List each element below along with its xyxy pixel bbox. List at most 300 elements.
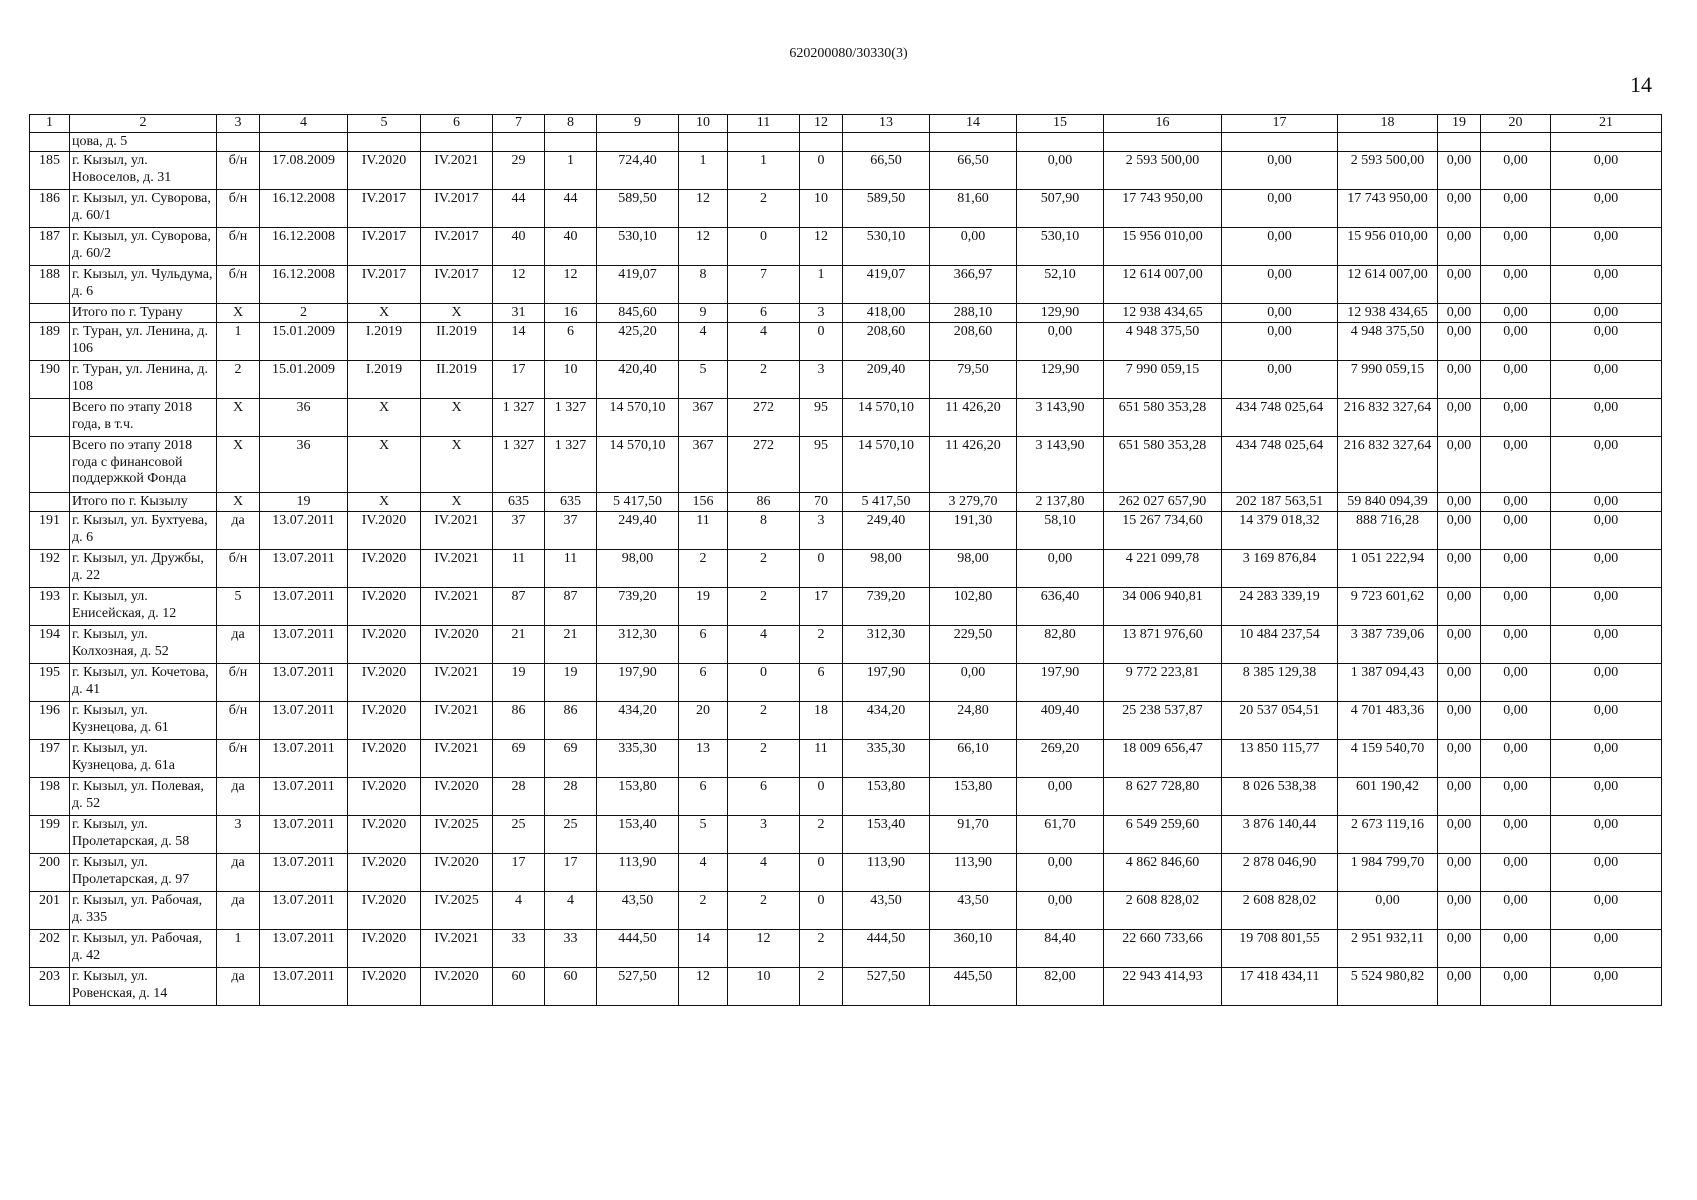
cell-col-7: 635 — [493, 493, 545, 512]
cell-col-13: 153,80 — [843, 778, 930, 816]
cell-col-11: 8 — [728, 512, 800, 550]
cell-col-14: 11 426,20 — [930, 437, 1017, 493]
cell-col-21: 0,00 — [1551, 550, 1662, 588]
cell-col-10: 6 — [679, 664, 728, 702]
cell-col-15: 0,00 — [1017, 323, 1104, 361]
cell-col-12: 12 — [800, 228, 843, 266]
cell-col-11: 4 — [728, 854, 800, 892]
cell-col-20: 0,00 — [1481, 399, 1551, 437]
cell-col-1 — [30, 304, 70, 323]
cell-col-21: 0,00 — [1551, 854, 1662, 892]
table-row — [30, 512, 1662, 550]
column-number-17: 17 — [1222, 115, 1338, 133]
cell-col-17: 2 608 828,02 — [1222, 892, 1338, 930]
cell-col-2: г. Туран, ул. Ленина, д. 106 — [70, 323, 217, 361]
cell-col-2: г. Кызыл, ул. Рабочая, д. 42 — [70, 930, 217, 968]
cell-col-6: II.2019 — [421, 361, 493, 399]
table-row — [30, 228, 1662, 266]
cell-col-18: 4 948 375,50 — [1338, 323, 1438, 361]
cell-col-3: б/н — [217, 740, 260, 778]
cell-col-20: 0,00 — [1481, 190, 1551, 228]
cell-col-2: г. Кызыл, ул. Полевая, д. 52 — [70, 778, 217, 816]
cell-col-19 — [1438, 133, 1481, 152]
cell-col-12: 0 — [800, 854, 843, 892]
cell-col-10: 5 — [679, 361, 728, 399]
cell-col-6: IV.2020 — [421, 968, 493, 1006]
cell-col-14: 79,50 — [930, 361, 1017, 399]
cell-col-2: г. Кызыл, ул. Пролетарская, д. 97 — [70, 854, 217, 892]
cell-col-17: 8 385 129,38 — [1222, 664, 1338, 702]
cell-col-14: 208,60 — [930, 323, 1017, 361]
cell-col-16: 15 267 734,60 — [1104, 512, 1222, 550]
cell-col-18: 0,00 — [1338, 892, 1438, 930]
cell-col-20 — [1481, 133, 1551, 152]
cell-col-9: 113,90 — [597, 854, 679, 892]
table-row — [30, 190, 1662, 228]
cell-col-13: 153,40 — [843, 816, 930, 854]
cell-col-19: 0,00 — [1438, 550, 1481, 588]
cell-col-9: 420,40 — [597, 361, 679, 399]
cell-col-2: г. Кызыл, ул. Кочетова, д. 41 — [70, 664, 217, 702]
cell-col-6: IV.2017 — [421, 266, 493, 304]
cell-col-12: 10 — [800, 190, 843, 228]
table-row — [30, 968, 1662, 1006]
column-number-21: 21 — [1551, 115, 1662, 133]
page-number: 14 — [1630, 72, 1652, 97]
document-code: 620200080/30330(3) — [789, 46, 908, 61]
cell-col-2: г. Кызыл, ул. Чульдума, д. 6 — [70, 266, 217, 304]
cell-col-17: 0,00 — [1222, 190, 1338, 228]
cell-col-19: 0,00 — [1438, 892, 1481, 930]
cell-col-17: 2 878 046,90 — [1222, 854, 1338, 892]
cell-col-16: 2 593 500,00 — [1104, 152, 1222, 190]
cell-col-1: 195 — [30, 664, 70, 702]
cell-col-15: 269,20 — [1017, 740, 1104, 778]
cell-col-17: 0,00 — [1222, 152, 1338, 190]
cell-col-21: 0,00 — [1551, 968, 1662, 1006]
cell-col-15: 2 137,80 — [1017, 493, 1104, 512]
cell-col-13: 197,90 — [843, 664, 930, 702]
cell-col-11: 1 — [728, 152, 800, 190]
column-number-8: 8 — [545, 115, 597, 133]
cell-col-17: 0,00 — [1222, 323, 1338, 361]
cell-col-15: 129,90 — [1017, 361, 1104, 399]
table-row — [30, 854, 1662, 892]
cell-col-11: 0 — [728, 664, 800, 702]
cell-col-20: 0,00 — [1481, 493, 1551, 512]
cell-col-10: 367 — [679, 437, 728, 493]
cell-col-10: 14 — [679, 930, 728, 968]
cell-col-5: IV.2020 — [348, 740, 421, 778]
cell-col-7: 28 — [493, 778, 545, 816]
column-number-4: 4 — [260, 115, 348, 133]
cell-col-19: 0,00 — [1438, 512, 1481, 550]
cell-col-12: 2 — [800, 816, 843, 854]
cell-col-16 — [1104, 133, 1222, 152]
cell-col-14: 81,60 — [930, 190, 1017, 228]
cell-col-8: 33 — [545, 930, 597, 968]
table-row — [30, 626, 1662, 664]
cell-col-10: 12 — [679, 190, 728, 228]
cell-col-7: 19 — [493, 664, 545, 702]
cell-col-8: 4 — [545, 892, 597, 930]
cell-col-19: 0,00 — [1438, 266, 1481, 304]
cell-col-21: 0,00 — [1551, 892, 1662, 930]
cell-col-18: 1 051 222,94 — [1338, 550, 1438, 588]
cell-col-1: 198 — [30, 778, 70, 816]
cell-col-9: 14 570,10 — [597, 437, 679, 493]
cell-col-8: 11 — [545, 550, 597, 588]
cell-col-2: г. Кызыл, ул. Ровенская, д. 14 — [70, 968, 217, 1006]
cell-col-21: 0,00 — [1551, 626, 1662, 664]
cell-col-9: 739,20 — [597, 588, 679, 626]
cell-col-19: 0,00 — [1438, 588, 1481, 626]
cell-col-11: 4 — [728, 323, 800, 361]
cell-col-16: 4 862 846,60 — [1104, 854, 1222, 892]
cell-col-11: 2 — [728, 588, 800, 626]
cell-col-17: 10 484 237,54 — [1222, 626, 1338, 664]
cell-col-10: 8 — [679, 266, 728, 304]
cell-col-21: 0,00 — [1551, 437, 1662, 493]
cell-col-10: 19 — [679, 588, 728, 626]
cell-col-3: 3 — [217, 816, 260, 854]
cell-col-5: IV.2020 — [348, 702, 421, 740]
cell-col-5: IV.2020 — [348, 152, 421, 190]
cell-col-7: 11 — [493, 550, 545, 588]
cell-col-17: 0,00 — [1222, 266, 1338, 304]
cell-col-3 — [217, 133, 260, 152]
cell-col-13: 527,50 — [843, 968, 930, 1006]
cell-col-15: 409,40 — [1017, 702, 1104, 740]
cell-col-9: 419,07 — [597, 266, 679, 304]
cell-col-14: 0,00 — [930, 664, 1017, 702]
cell-col-18: 5 524 980,82 — [1338, 968, 1438, 1006]
cell-col-19: 0,00 — [1438, 399, 1481, 437]
table-row — [30, 437, 1662, 493]
column-number-6: 6 — [421, 115, 493, 133]
cell-col-21: 0,00 — [1551, 228, 1662, 266]
cell-col-14: 445,50 — [930, 968, 1017, 1006]
cell-col-7: 4 — [493, 892, 545, 930]
cell-col-4: 15.01.2009 — [260, 323, 348, 361]
cell-col-15: 197,90 — [1017, 664, 1104, 702]
cell-col-17: 0,00 — [1222, 361, 1338, 399]
cell-col-8: 86 — [545, 702, 597, 740]
cell-col-13: 14 570,10 — [843, 399, 930, 437]
cell-col-9: 153,40 — [597, 816, 679, 854]
cell-col-17: 14 379 018,32 — [1222, 512, 1338, 550]
cell-col-3: 5 — [217, 588, 260, 626]
cell-col-4: 13.07.2011 — [260, 588, 348, 626]
column-number-18: 18 — [1338, 115, 1438, 133]
cell-col-14: 0,00 — [930, 228, 1017, 266]
cell-col-1: 197 — [30, 740, 70, 778]
cell-col-2: г. Кызыл, ул. Рабочая, д. 335 — [70, 892, 217, 930]
cell-col-15: 0,00 — [1017, 152, 1104, 190]
cell-col-1: 187 — [30, 228, 70, 266]
cell-col-4: 16.12.2008 — [260, 266, 348, 304]
cell-col-17: 0,00 — [1222, 304, 1338, 323]
cell-col-9 — [597, 133, 679, 152]
cell-col-1: 185 — [30, 152, 70, 190]
cell-col-17 — [1222, 133, 1338, 152]
cell-col-18: 2 673 119,16 — [1338, 816, 1438, 854]
cell-col-16: 7 990 059,15 — [1104, 361, 1222, 399]
cell-col-8: 19 — [545, 664, 597, 702]
cell-col-1: 188 — [30, 266, 70, 304]
cell-col-8: 69 — [545, 740, 597, 778]
cell-col-5: IV.2017 — [348, 228, 421, 266]
cell-col-7: 60 — [493, 968, 545, 1006]
table-row — [30, 702, 1662, 740]
cell-col-4: 36 — [260, 437, 348, 493]
cell-col-15: 0,00 — [1017, 892, 1104, 930]
cell-col-11: 6 — [728, 304, 800, 323]
cell-col-6: IV.2020 — [421, 778, 493, 816]
cell-col-5: X — [348, 493, 421, 512]
cell-col-1: 200 — [30, 854, 70, 892]
cell-col-18: 17 743 950,00 — [1338, 190, 1438, 228]
cell-col-4 — [260, 133, 348, 152]
column-number-13: 13 — [843, 115, 930, 133]
cell-col-2: г. Кызыл, ул. Суворова, д. 60/2 — [70, 228, 217, 266]
cell-col-14: 43,50 — [930, 892, 1017, 930]
cell-col-14: 113,90 — [930, 854, 1017, 892]
cell-col-2: г. Кызыл, ул. Новоселов, д. 31 — [70, 152, 217, 190]
cell-col-14: 153,80 — [930, 778, 1017, 816]
cell-col-3: б/н — [217, 190, 260, 228]
cell-col-11: 12 — [728, 930, 800, 968]
cell-col-6: IV.2021 — [421, 930, 493, 968]
cell-col-13: 530,10 — [843, 228, 930, 266]
cell-col-13: 419,07 — [843, 266, 930, 304]
cell-col-21: 0,00 — [1551, 190, 1662, 228]
cell-col-13: 335,30 — [843, 740, 930, 778]
cell-col-19: 0,00 — [1438, 702, 1481, 740]
cell-col-15: 82,00 — [1017, 968, 1104, 1006]
cell-col-2: г. Кызыл, ул. Колхозная, д. 52 — [70, 626, 217, 664]
cell-col-19: 0,00 — [1438, 361, 1481, 399]
cell-col-10: 4 — [679, 323, 728, 361]
cell-col-9: 527,50 — [597, 968, 679, 1006]
cell-col-20: 0,00 — [1481, 361, 1551, 399]
cell-col-11: 4 — [728, 626, 800, 664]
cell-col-18: 2 593 500,00 — [1338, 152, 1438, 190]
cell-col-12: 17 — [800, 588, 843, 626]
cell-col-13: 5 417,50 — [843, 493, 930, 512]
cell-col-18: 12 938 434,65 — [1338, 304, 1438, 323]
cell-col-14 — [930, 133, 1017, 152]
cell-col-20: 0,00 — [1481, 437, 1551, 493]
cell-col-6: IV.2021 — [421, 588, 493, 626]
cell-col-6: IV.2021 — [421, 702, 493, 740]
cell-col-1: 191 — [30, 512, 70, 550]
cell-col-14: 24,80 — [930, 702, 1017, 740]
cell-col-6: X — [421, 493, 493, 512]
column-number-12: 12 — [800, 115, 843, 133]
cell-col-11: 0 — [728, 228, 800, 266]
cell-col-6: IV.2021 — [421, 664, 493, 702]
cell-col-4: 13.07.2011 — [260, 930, 348, 968]
cell-col-3: б/н — [217, 152, 260, 190]
cell-col-6: IV.2017 — [421, 228, 493, 266]
cell-col-19: 0,00 — [1438, 968, 1481, 1006]
cell-col-11: 7 — [728, 266, 800, 304]
cell-col-6: X — [421, 304, 493, 323]
cell-col-9: 335,30 — [597, 740, 679, 778]
cell-col-3: X — [217, 437, 260, 493]
cell-col-20: 0,00 — [1481, 626, 1551, 664]
cell-col-15: 61,70 — [1017, 816, 1104, 854]
cell-col-12: 3 — [800, 304, 843, 323]
table-row — [30, 152, 1662, 190]
cell-col-14: 11 426,20 — [930, 399, 1017, 437]
cell-col-6: X — [421, 399, 493, 437]
cell-col-2: Всего по этапу 2018 года с финансовой поддержкой Фонда — [70, 437, 217, 493]
cell-col-1: 189 — [30, 323, 70, 361]
cell-col-17: 17 418 434,11 — [1222, 968, 1338, 1006]
cell-col-16: 262 027 657,90 — [1104, 493, 1222, 512]
cell-col-19: 0,00 — [1438, 664, 1481, 702]
column-number-15: 15 — [1017, 115, 1104, 133]
cell-col-20: 0,00 — [1481, 304, 1551, 323]
cell-col-15: 58,10 — [1017, 512, 1104, 550]
cell-col-16: 8 627 728,80 — [1104, 778, 1222, 816]
cell-col-8: 635 — [545, 493, 597, 512]
cell-col-6: IV.2021 — [421, 512, 493, 550]
cell-col-8: 28 — [545, 778, 597, 816]
cell-col-16: 651 580 353,28 — [1104, 437, 1222, 493]
cell-col-4: 19 — [260, 493, 348, 512]
cell-col-4: 13.07.2011 — [260, 664, 348, 702]
cell-col-9: 98,00 — [597, 550, 679, 588]
cell-col-15: 82,80 — [1017, 626, 1104, 664]
column-number-19: 19 — [1438, 115, 1481, 133]
cell-col-20: 0,00 — [1481, 702, 1551, 740]
cell-col-15: 84,40 — [1017, 930, 1104, 968]
cell-col-21: 0,00 — [1551, 588, 1662, 626]
cell-col-6: IV.2025 — [421, 892, 493, 930]
cell-col-13: 208,60 — [843, 323, 930, 361]
cell-col-7: 21 — [493, 626, 545, 664]
cell-col-16: 12 614 007,00 — [1104, 266, 1222, 304]
cell-col-13: 444,50 — [843, 930, 930, 968]
cell-col-2: Всего по этапу 2018 года, в т.ч. — [70, 399, 217, 437]
cell-col-2: г. Кызыл, ул. Суворова, д. 60/1 — [70, 190, 217, 228]
table-row — [30, 550, 1662, 588]
cell-col-10 — [679, 133, 728, 152]
cell-col-9: 197,90 — [597, 664, 679, 702]
cell-col-19: 0,00 — [1438, 778, 1481, 816]
cell-col-13: 98,00 — [843, 550, 930, 588]
cell-col-12: 2 — [800, 626, 843, 664]
cell-col-18: 216 832 327,64 — [1338, 399, 1438, 437]
cell-col-3: да — [217, 512, 260, 550]
cell-col-1: 192 — [30, 550, 70, 588]
cell-col-12: 0 — [800, 152, 843, 190]
cell-col-19: 0,00 — [1438, 740, 1481, 778]
cell-col-5: X — [348, 399, 421, 437]
cell-col-20: 0,00 — [1481, 740, 1551, 778]
cell-col-10: 6 — [679, 778, 728, 816]
cell-col-6: IV.2021 — [421, 550, 493, 588]
cell-col-5: IV.2020 — [348, 930, 421, 968]
table-row — [30, 493, 1662, 512]
cell-col-3: X — [217, 304, 260, 323]
cell-col-10: 367 — [679, 399, 728, 437]
table-row — [30, 588, 1662, 626]
column-number-10: 10 — [679, 115, 728, 133]
cell-col-7: 33 — [493, 930, 545, 968]
cell-col-7: 17 — [493, 361, 545, 399]
cell-col-18: 59 840 094,39 — [1338, 493, 1438, 512]
cell-col-7 — [493, 133, 545, 152]
cell-col-8: 44 — [545, 190, 597, 228]
cell-col-5: IV.2020 — [348, 664, 421, 702]
cell-col-6: IV.2025 — [421, 816, 493, 854]
cell-col-4: 13.07.2011 — [260, 512, 348, 550]
table-row — [30, 930, 1662, 968]
cell-col-5: IV.2020 — [348, 588, 421, 626]
cell-col-7: 86 — [493, 702, 545, 740]
cell-col-19: 0,00 — [1438, 437, 1481, 493]
cell-col-11: 2 — [728, 550, 800, 588]
cell-col-17: 434 748 025,64 — [1222, 399, 1338, 437]
cell-col-11 — [728, 133, 800, 152]
cell-col-5: IV.2017 — [348, 266, 421, 304]
cell-col-9: 249,40 — [597, 512, 679, 550]
cell-col-19: 0,00 — [1438, 930, 1481, 968]
cell-col-1 — [30, 399, 70, 437]
cell-col-18: 888 716,28 — [1338, 512, 1438, 550]
cell-col-16: 651 580 353,28 — [1104, 399, 1222, 437]
cell-col-19: 0,00 — [1438, 816, 1481, 854]
cell-col-4: 15.01.2009 — [260, 361, 348, 399]
cell-col-5: IV.2020 — [348, 854, 421, 892]
cell-col-13: 418,00 — [843, 304, 930, 323]
cell-col-8: 12 — [545, 266, 597, 304]
cell-col-9: 425,20 — [597, 323, 679, 361]
cell-col-14: 91,70 — [930, 816, 1017, 854]
cell-col-21: 0,00 — [1551, 323, 1662, 361]
cell-col-12: 70 — [800, 493, 843, 512]
cell-col-12: 2 — [800, 930, 843, 968]
cell-col-7: 17 — [493, 854, 545, 892]
cell-col-9: 434,20 — [597, 702, 679, 740]
cell-col-15: 0,00 — [1017, 550, 1104, 588]
cell-col-4: 36 — [260, 399, 348, 437]
cell-col-19: 0,00 — [1438, 323, 1481, 361]
cell-col-5 — [348, 133, 421, 152]
column-number-11: 11 — [728, 115, 800, 133]
cell-col-4: 13.07.2011 — [260, 854, 348, 892]
cell-col-17: 3 169 876,84 — [1222, 550, 1338, 588]
cell-col-14: 66,10 — [930, 740, 1017, 778]
cell-col-3: б/н — [217, 702, 260, 740]
cell-col-8: 60 — [545, 968, 597, 1006]
cell-col-1: 190 — [30, 361, 70, 399]
cell-col-15 — [1017, 133, 1104, 152]
cell-col-14: 102,80 — [930, 588, 1017, 626]
cell-col-10: 9 — [679, 304, 728, 323]
cell-col-12: 18 — [800, 702, 843, 740]
cell-col-8: 25 — [545, 816, 597, 854]
table-row — [30, 399, 1662, 437]
cell-col-12: 2 — [800, 968, 843, 1006]
cell-col-18: 601 190,42 — [1338, 778, 1438, 816]
cell-col-17: 13 850 115,77 — [1222, 740, 1338, 778]
table-row — [30, 892, 1662, 930]
